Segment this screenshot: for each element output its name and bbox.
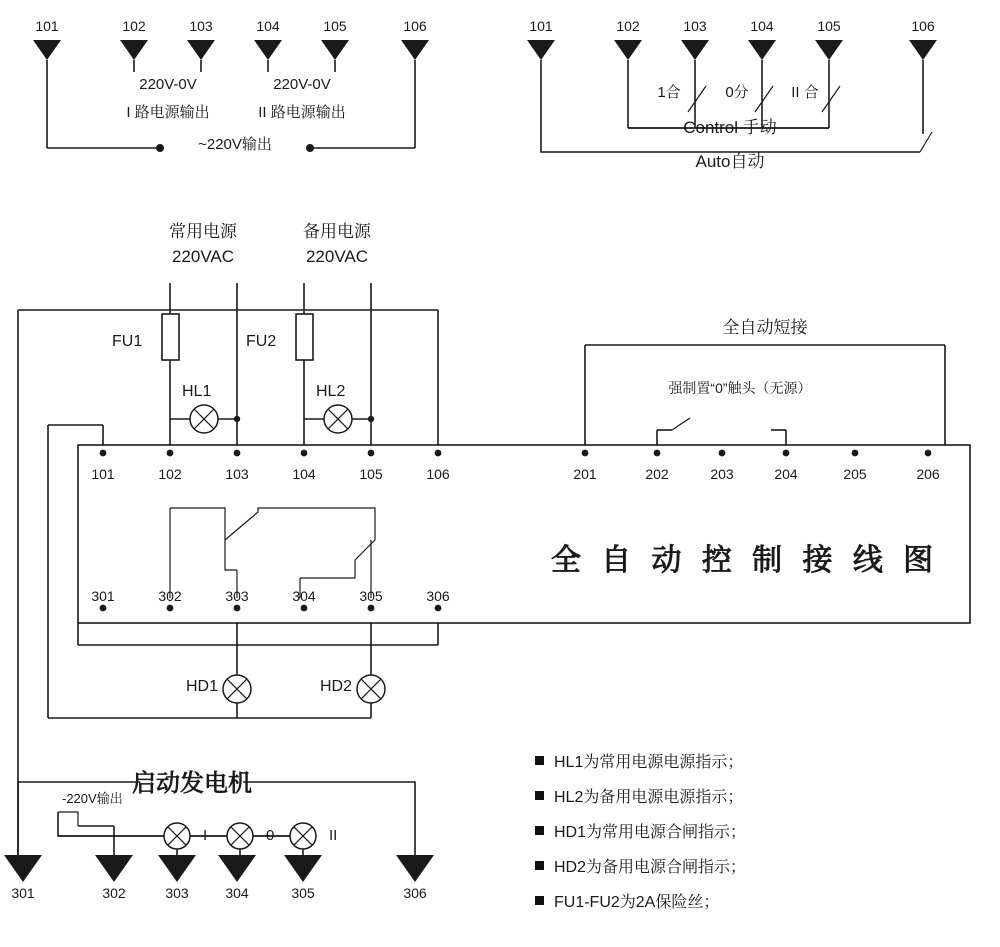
terminal-202: 202 — [645, 466, 669, 482]
terminal-203: 203 — [710, 466, 734, 482]
bottom-mark-2: II — [329, 827, 338, 844]
main-terminal-box — [78, 445, 970, 623]
terminal-101: 101 — [91, 466, 115, 482]
note-full-auto-short: 全自动短接 — [722, 318, 808, 337]
row2-dots — [100, 605, 442, 612]
terminal-label-tl-105: 105 — [323, 18, 347, 34]
terminal-304: 304 — [292, 588, 316, 604]
terminal-302: 302 — [158, 588, 182, 604]
bullet-square-icon — [535, 896, 544, 905]
terminal-label-tr-102: 102 — [616, 18, 640, 34]
terminal-205: 205 — [843, 466, 867, 482]
fuse-fu2 — [296, 314, 313, 360]
legend-text: HD2为备用电源合闸指示； — [554, 859, 747, 876]
bottom-mark-0: 0 — [266, 827, 275, 844]
legend-text: FU1-FU2为2A保险丝； — [554, 894, 720, 911]
source-label-backup-line1: 备用电源 — [303, 222, 371, 241]
terminal-label-tr-103: 103 — [683, 18, 707, 34]
bottom-mark-1: I — [203, 827, 208, 844]
source-label-normal-line1: 常用电源 — [169, 222, 237, 241]
bullet-square-icon — [535, 826, 544, 835]
terminal-102: 102 — [158, 466, 182, 482]
terminal-label-tl-102: 102 — [122, 18, 146, 34]
legend-text: HD1为常用电源合闸指示； — [554, 824, 747, 841]
label-close-2: II 合 — [791, 84, 819, 101]
fuse-label-fu2: FU2 — [246, 333, 277, 350]
terminal-306: 306 — [426, 588, 450, 604]
terminal-206: 206 — [916, 466, 940, 482]
bullet-square-icon — [535, 861, 544, 870]
bottom-terminal-305: 305 — [291, 885, 315, 901]
label-control-manual: Control 手动 — [683, 118, 777, 137]
bullet-square-icon — [535, 791, 544, 800]
label-auto: Auto自动 — [695, 152, 765, 171]
bottom-arrows — [4, 855, 434, 882]
bullet-square-icon — [535, 756, 544, 765]
row1-dots — [100, 450, 932, 457]
terminal-label-tr-101: 101 — [529, 18, 553, 34]
label-220v-0v-1: 220V-0V — [139, 76, 197, 93]
source-label-backup-line2: 220VAC — [305, 247, 369, 266]
terminal-label-tl-104: 104 — [256, 18, 280, 34]
lamp-label-hd2: HD2 — [320, 678, 353, 695]
legend-item-hl1 — [535, 749, 743, 772]
terminal-label-tr-105: 105 — [817, 18, 841, 34]
terminal-label-tl-106: 106 — [403, 18, 427, 34]
terminal-104: 104 — [292, 466, 316, 482]
bottom-terminal-301: 301 — [11, 885, 35, 901]
bottom-terminal-303: 303 — [165, 885, 189, 901]
label-output-path-2: II 路电源输出 — [258, 104, 346, 121]
lamp-label-hd1: HD1 — [186, 678, 219, 695]
terminal-201: 201 — [573, 466, 597, 482]
source-label-normal-line2: 220VAC — [171, 247, 235, 266]
fuse-fu1 — [162, 314, 179, 360]
top-right-arrows — [527, 40, 937, 60]
legend-item-hd1 — [535, 819, 746, 842]
page-title: 全 自 动 控 制 接 线 图 — [550, 544, 940, 577]
terminal-303: 303 — [225, 588, 249, 604]
lamp-label-hl1: HL1 — [182, 383, 212, 400]
terminal-204: 204 — [774, 466, 798, 482]
terminal-103: 103 — [225, 466, 249, 482]
terminal-label-tl-103: 103 — [189, 18, 213, 34]
bottom-title-generator: 启动发电机 — [132, 770, 252, 797]
terminal-label-tr-104: 104 — [750, 18, 774, 34]
legend-item-fuse — [535, 889, 719, 912]
label-220v-0v-2: 220V-0V — [273, 76, 331, 93]
label-minus-220v-output: -220V输出 — [62, 791, 123, 806]
label-output-path-1: I 路电源输出 — [126, 104, 210, 121]
terminal-label-tr-106: 106 — [911, 18, 935, 34]
terminal-105: 105 — [359, 466, 383, 482]
legend-text: HL1为常用电源电源指示； — [554, 754, 744, 771]
legend-text: HL2为备用电源电源指示； — [554, 789, 744, 806]
top-left-arrows — [33, 40, 429, 60]
label-220v-output: ~220V输出 — [198, 136, 272, 153]
lamp-label-hl2: HL2 — [316, 383, 346, 400]
bottom-terminal-306: 306 — [403, 885, 427, 901]
bottom-terminal-302: 302 — [102, 885, 126, 901]
terminal-305: 305 — [359, 588, 383, 604]
terminal-106: 106 — [426, 466, 450, 482]
terminal-301: 301 — [91, 588, 115, 604]
terminal-label-tl-101: 101 — [35, 18, 59, 34]
legend-item-hl2 — [535, 784, 743, 807]
legend-item-hd2 — [535, 854, 746, 877]
bottom-terminal-304: 304 — [225, 885, 249, 901]
fuse-label-fu1: FU1 — [112, 333, 143, 350]
note-forced-zero: 强制置“0”触头（无源） — [668, 380, 812, 396]
label-close-1: 1合 — [657, 84, 681, 101]
label-open-0: 0分 — [725, 84, 749, 101]
